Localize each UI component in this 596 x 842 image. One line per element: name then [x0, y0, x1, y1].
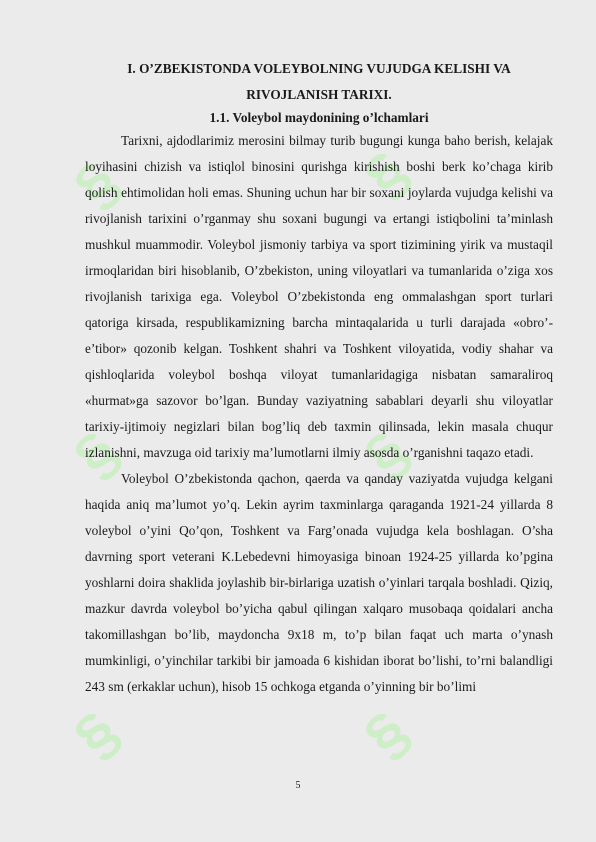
page-number: 5: [295, 780, 301, 791]
chapter-title: I. O’ZBEKISTONDA VOLEYBOLNING VUJUDGA KELISHI VA RIVOJLANISH TARIXI.: [127, 61, 511, 102]
document-page: [85, 56, 553, 700]
watermark-mark: §: [61, 149, 133, 220]
watermark-mark: §: [61, 699, 133, 770]
watermark-mark: §: [351, 419, 423, 490]
watermark-mark: §: [61, 419, 133, 490]
section-title: 1.1. Voleybol maydonining o’lchamlari: [209, 110, 429, 125]
watermark-mark: §: [351, 139, 423, 210]
paragraph: Tarixni, ajdodlarimiz merosini bilmay turib bugungi kunga baho berish, kelajak loyihasini chizish va istiqlol binosini qurishga kirishish boshi berk ko’chaga kirib qolish ehtimolidan holi emas. Shuning uchun har bir soxani joylarda vujudga kelishi va rivojlanish tarixini o’rganmay shu soxani bugungi va ertangi istiqbolini ta’minlash mushkul muammodir. Voleybol jismoniy tarbiya va sport tizimining yirik va mustaqil irmoqlaridan biri hisoblanib, O’zbekiston, uning viloyatlari va tumanlarida o’ziga xos rivojlanish tarixiga ega. Voleybol O’zbekistonda eng ommalashgan sport turlari qatoriga kirsada, respublikamizning barcha mintaqalarida u turli darajada «obro’-e’tibor» qozonib kelgan. Toshkent shahri va Toshkent viloyatida, vodiy shahar va qishloqlarida voleybol boshqa viloyat tumanlaridagiga nisbatan samaraliroq «hurmat»ga sazovor bo’lgan. Bunday vaziyatning sabablari deyarli shu viloyatlar tarixiy-ijtimoiy negizlari bilan bog’liq deb taxmin qilinsada, lekin masala chuqur izlanishni, mavzuga oid tarixiy ma’lumotlarni ilmiy asosda o’rganishni taqazo etadi.: [85, 133, 553, 460]
watermark-mark: §: [351, 699, 423, 770]
paragraph: Voleybol O’zbekistonda qachon, qaerda va qanday vaziyatda vujudga kelgani haqida aniq ma’lumot yo’q. Lekin ayrim taxminlarga qaraganda 1921-24 yillarda 8 voleybol o’yini Qo’qon, Toshkent va Farg’onada vujudga kela boshlagan. O’sha davrning sport veterani K.Lebedevni himoyasiga binoan 1924-25 yillarda ko’pgina yoshlarni doira shaklida joylashib bir-birlariga uzatish o’yinlari tarqala boshladi. Qiziq, mazkur davrda voleybol bo’yicha qabul qilingan xalqaro musobaqa qoidalari ancha takomillashgan bo’lib, maydoncha 9x18 m, to’p bilan faqat uch marta o’ynash mumkinligi, o’yinchilar tarkibi bir jamoada 6 kishidan iborat bo’lishi, to’rni balandligi 243 sm (erkaklar uchun), hisob 15 ochkoga etganda o’yinning bir bo’limi: [85, 471, 553, 694]
